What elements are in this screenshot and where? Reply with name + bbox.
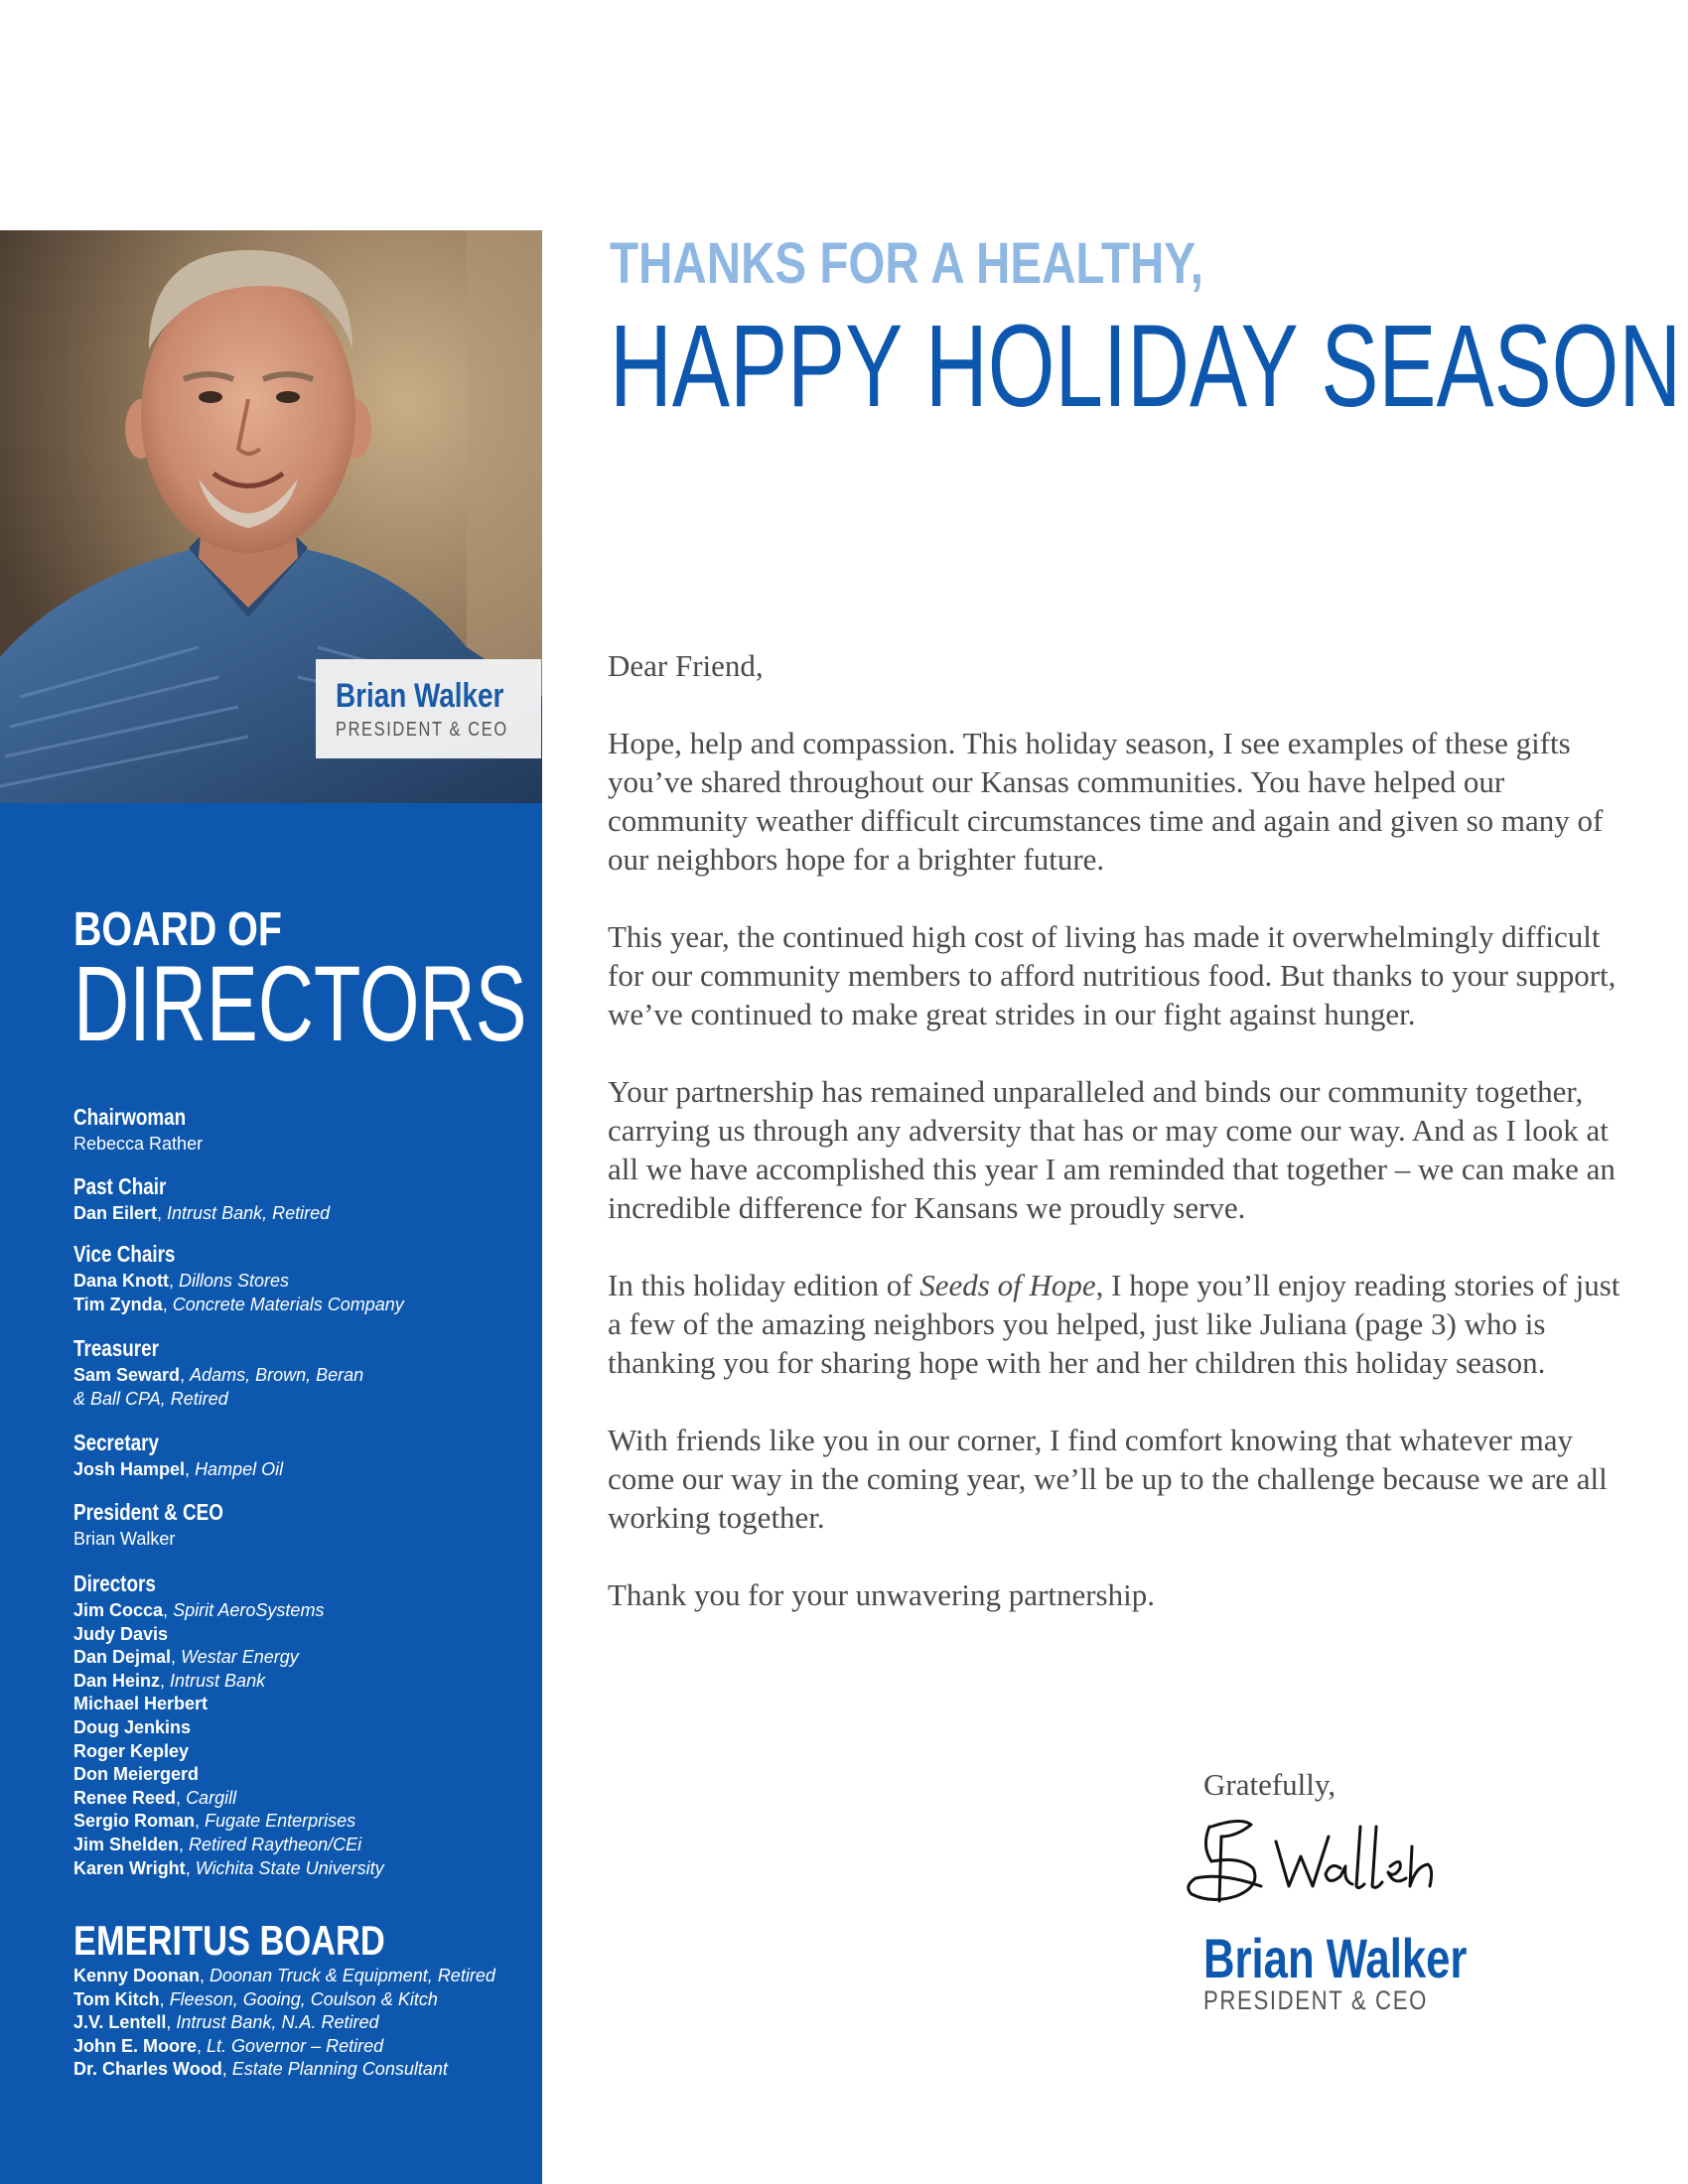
person-affiliation: Westar Energy bbox=[181, 1647, 299, 1668]
vice-chair-entry: Tim Zynda, Concrete Materials Company bbox=[73, 1295, 404, 1314]
role-secretary: Secretary bbox=[73, 1430, 159, 1455]
headline-title: HAPPY HOLIDAY SEASON bbox=[610, 301, 1682, 432]
person-entry bbox=[73, 1763, 199, 1786]
portrait-photo bbox=[0, 230, 542, 803]
headline-kicker: THANKS FOR A HEALTHY, bbox=[610, 231, 1204, 296]
person-name: John E. Moore bbox=[73, 2035, 198, 2056]
caption-name: Brian Walker bbox=[336, 677, 504, 715]
person-affiliation: Concrete Materials Company bbox=[172, 1295, 404, 1314]
person-entry bbox=[73, 1740, 189, 1763]
letter-body bbox=[608, 646, 1640, 1653]
person-affiliation: Hampel Oil bbox=[195, 1459, 284, 1479]
letter-paragraph: Your partnership has remained unparalleled and binds our community together, carrying us through any adversity that has or may come our way. And as I look at all we have accomplished this year I am reminded that together – we can make an incredible difference for Kansans we proudly serve. bbox=[608, 1074, 1616, 1225]
person-entry: Tom Kitch, Fleeson, Gooing, Coulson & Kitch bbox=[73, 1988, 438, 2009]
person-name: Kenny Doonan bbox=[73, 1966, 201, 1985]
person-entry: John E. Moore, Lt. Governor – Retired bbox=[73, 2035, 384, 2056]
role-president: President & CEO bbox=[73, 1499, 223, 1525]
letter-greeting: Dear Friend, bbox=[608, 648, 764, 683]
emeritus-heading: EMERITUS BOARD bbox=[73, 1917, 385, 1964]
person-affiliation: Fleeson, Gooing, Coulson & Kitch bbox=[169, 1988, 438, 2009]
person-affiliation: Fugate Enterprises bbox=[205, 1811, 356, 1832]
paragraph-text: , I hope you’ll enjoy reading stories of just a few of the amazing neighbors you helped, just like Juliana (page 3) who is thanking you for sharing hope with her and her children this holiday season. bbox=[608, 1268, 1620, 1380]
person-entry: Kenny Doonan, Doonan Truck & Equipment, Retired bbox=[73, 1966, 495, 1985]
person-name: Dan Eilert bbox=[73, 1203, 158, 1223]
person-name: Jim Cocca bbox=[73, 1600, 164, 1620]
letter-paragraph bbox=[608, 1266, 1640, 1382]
person-name: Don Meiergerd bbox=[73, 1764, 200, 1785]
signer-title: PRESIDENT & CEO bbox=[1203, 1985, 1428, 2015]
letter-paragraph: With friends like you in our corner, I find comfort knowing that whatever may come our way in the coming year, we’ll be up to the challenge because we are all working together. bbox=[608, 1423, 1608, 1535]
signer-name: Brian Walker bbox=[1203, 1927, 1468, 1989]
paragraph-text: In this holiday edition of bbox=[608, 1268, 920, 1302]
person-entry: Jim Cocca, Spirit AeroSystems bbox=[73, 1600, 325, 1620]
board-heading-small: BOARD OF bbox=[73, 903, 282, 956]
person-entry: Jim Shelden, Retired Raytheon/CEi bbox=[73, 1835, 362, 1854]
past-chair-entry: Dan Eilert, Intrust Bank, Retired bbox=[73, 1203, 331, 1223]
person-affiliation: Intrust Bank bbox=[170, 1670, 266, 1691]
person-affiliation: Wichita State University bbox=[195, 1857, 384, 1878]
person-affiliation: Dillons Stores bbox=[179, 1271, 290, 1291]
person-name: Dan Dejmal bbox=[73, 1647, 172, 1668]
person-name: Roger Kepley bbox=[73, 1740, 190, 1761]
person-entry: Renee Reed, Cargill bbox=[73, 1787, 237, 1808]
board-sidebar bbox=[0, 803, 542, 2184]
person-name: Tom Kitch bbox=[73, 1988, 160, 2009]
treasurer-affiliation-cont bbox=[73, 1388, 228, 1411]
publication-title: Seeds of Hope bbox=[919, 1268, 1096, 1302]
board-heading-big: DIRECTORS bbox=[73, 943, 527, 1063]
treasurer-entry: Sam Seward, Adams, Brown, Beran bbox=[73, 1365, 364, 1385]
person-affiliation: & Ball CPA, Retired bbox=[73, 1389, 228, 1409]
person-name: Tim Zynda bbox=[73, 1295, 163, 1314]
person-affiliation: Intrust Bank, Retired bbox=[167, 1203, 331, 1223]
handwritten-signature-icon bbox=[1182, 1807, 1499, 1926]
person-affiliation: Doonan Truck & Equipment, Retired bbox=[210, 1966, 495, 1985]
person-entry: J.V. Lentell, Intrust Bank, N.A. Retired bbox=[73, 2012, 379, 2033]
person-name: Doug Jenkins bbox=[73, 1717, 192, 1737]
person-name: Dan Heinz bbox=[73, 1670, 161, 1691]
person-name: Dr. Charles Wood bbox=[73, 2059, 222, 2080]
role-chairwoman: Chairwoman bbox=[73, 1104, 187, 1130]
person-affiliation: Spirit AeroSystems bbox=[173, 1600, 325, 1620]
person-affiliation: Intrust Bank, N.A. Retired bbox=[176, 2012, 379, 2033]
person-name: Dana Knott bbox=[73, 1271, 169, 1291]
person-name: Renee Reed bbox=[73, 1787, 177, 1808]
role-vice-chairs: Vice Chairs bbox=[73, 1241, 176, 1267]
person-entry bbox=[73, 1623, 168, 1646]
role-treasurer: Treasurer bbox=[73, 1335, 159, 1361]
role-directors: Directors bbox=[73, 1570, 156, 1596]
person-affiliation: Adams, Brown, Beran bbox=[190, 1365, 364, 1385]
person-name: Josh Hampel bbox=[73, 1459, 186, 1479]
vice-chair-entry: Dana Knott, Dillons Stores bbox=[73, 1271, 290, 1291]
person-name: Sam Seward bbox=[73, 1365, 181, 1385]
person-entry bbox=[73, 1716, 191, 1739]
person-name: Michael Herbert bbox=[73, 1694, 209, 1714]
person-entry: Sergio Roman, Fugate Enterprises bbox=[73, 1811, 356, 1832]
person-entry: Karen Wright, Wichita State University bbox=[73, 1857, 384, 1878]
person-name: Judy Davis bbox=[73, 1623, 169, 1644]
president-name: Brian Walker bbox=[73, 1529, 176, 1549]
secretary-entry: Josh Hampel, Hampel Oil bbox=[73, 1459, 284, 1479]
person-name: Karen Wright bbox=[73, 1857, 186, 1878]
letter-paragraph: Thank you for your unwavering partnership. bbox=[608, 1577, 1155, 1612]
person-entry: Dan Dejmal, Westar Energy bbox=[73, 1647, 299, 1668]
letter-closing: Gratefully, bbox=[1203, 1767, 1336, 1802]
person-entry: Dr. Charles Wood, Estate Planning Consultant bbox=[73, 2059, 448, 2080]
role-past-chair: Past Chair bbox=[73, 1173, 167, 1199]
person-entry bbox=[73, 1693, 208, 1715]
person-name: Sergio Roman bbox=[73, 1811, 196, 1832]
letter-paragraph: This year, the continued high cost of living has made it overwhelmingly difficult for our community members to afford nutritious food. But thanks to your support, we’ve continued to make great strides in our fight against hunger. bbox=[608, 919, 1617, 1031]
photo-caption bbox=[316, 659, 541, 758]
person-affiliation: Retired Raytheon/CEi bbox=[189, 1835, 362, 1854]
caption-title: PRESIDENT & CEO bbox=[336, 719, 508, 741]
chairwoman-name: Rebecca Rather bbox=[73, 1134, 204, 1154]
person-entry: Dan Heinz, Intrust Bank bbox=[73, 1670, 266, 1691]
person-name: Jim Shelden bbox=[73, 1835, 180, 1854]
person-affiliation: Cargill bbox=[186, 1787, 237, 1808]
letter-paragraph: Hope, help and compassion. This holiday season, I see examples of these gifts you’ve shared throughout our Kansas communities. You have helped our community weather difficult circumstances time and again and given so many of our neighbors hope for a brighter future. bbox=[608, 726, 1604, 877]
person-name: J.V. Lentell bbox=[73, 2012, 167, 2033]
person-affiliation: Estate Planning Consultant bbox=[231, 2059, 448, 2080]
person-affiliation: Lt. Governor – Retired bbox=[207, 2035, 384, 2056]
